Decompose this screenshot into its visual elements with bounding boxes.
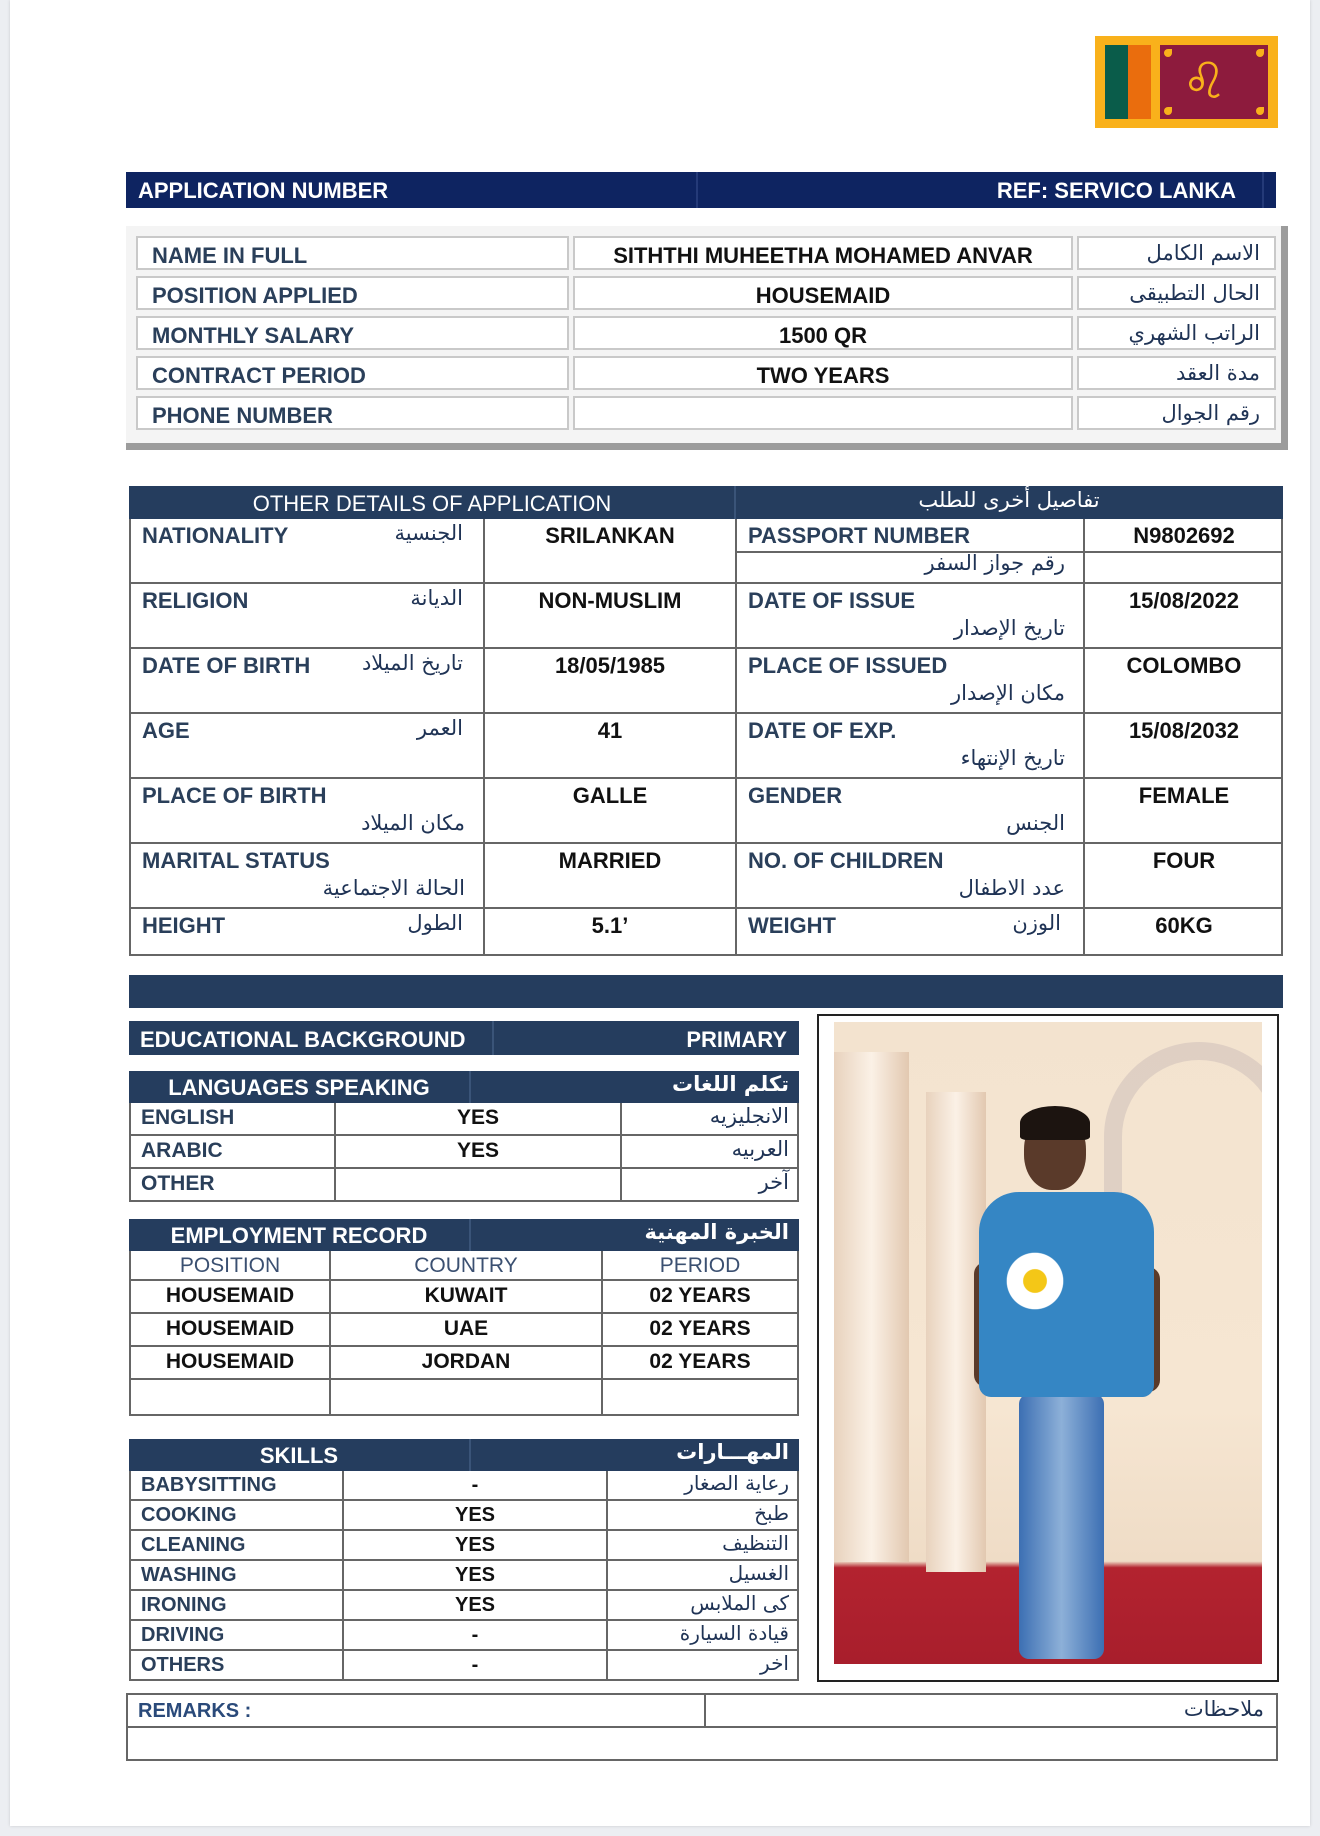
column-header-row xyxy=(131,1251,797,1281)
field-label: PLACE OF ISSUED xyxy=(748,653,948,678)
table-row xyxy=(131,909,1281,956)
skill-name-arabic: طبخ xyxy=(754,1501,789,1525)
remarks-label: REMARKS : xyxy=(138,1700,252,1722)
language-name-arabic: آخر xyxy=(758,1170,789,1194)
table-row xyxy=(131,1651,797,1681)
skills-title: SKILLS xyxy=(259,1443,339,1468)
daisy-print-icon xyxy=(1006,1252,1064,1310)
table-row xyxy=(131,584,1281,649)
field-label-arabic: الحالة الاجتماعية xyxy=(322,876,465,900)
language-name-arabic: العربيه xyxy=(731,1137,789,1161)
language-value: YES xyxy=(336,1136,622,1167)
application-header-bar xyxy=(126,172,1276,208)
person-hair xyxy=(1020,1106,1090,1140)
skill-name-arabic: الغسيل xyxy=(728,1561,789,1585)
other-details-footer-bar xyxy=(129,975,1283,1008)
application-number-label: APPLICATION NUMBER xyxy=(138,178,389,203)
employment-period: 02 YEARS xyxy=(649,1317,751,1340)
field-label-arabic: مكان الإصدار xyxy=(951,681,1065,705)
skill-value: YES xyxy=(344,1531,608,1559)
table-row xyxy=(131,1281,797,1314)
languages-table xyxy=(129,1071,799,1202)
table-row xyxy=(131,1561,797,1591)
field-label: PASSPORT NUMBER xyxy=(748,523,971,548)
language-value: YES xyxy=(336,1103,622,1134)
language-name: ARABIC xyxy=(131,1136,336,1167)
basic-row-position xyxy=(136,276,1276,312)
table-row xyxy=(131,844,1281,909)
person-legs xyxy=(1019,1394,1104,1659)
employment-position: HOUSEMAID xyxy=(131,1281,331,1312)
employment-header xyxy=(129,1219,799,1251)
employment-period: 02 YEARS xyxy=(649,1284,751,1307)
languages-title-arabic: تكلم اللغات xyxy=(672,1072,789,1096)
remarks-box xyxy=(126,1693,1278,1761)
field-label-arabic: تاريخ الإنتهاء xyxy=(960,746,1065,770)
skill-name-arabic: كى الملابس xyxy=(690,1591,789,1615)
other-details-header xyxy=(129,486,1283,519)
place-of-issue-value: COLOMBO xyxy=(1126,653,1242,678)
nationality-value: SRILANKAN xyxy=(485,519,737,582)
religion-value: NON-MUSLIM xyxy=(485,584,737,647)
row-label-arabic: الاسم الكامل xyxy=(1077,236,1276,270)
language-value xyxy=(336,1169,622,1200)
table-row xyxy=(131,649,1281,714)
basic-row-contract xyxy=(136,356,1276,392)
employment-table xyxy=(129,1219,799,1416)
field-label-arabic: مكان الميلاد xyxy=(361,811,465,835)
employment-position xyxy=(131,1380,331,1414)
bo-leaf-icon xyxy=(1256,107,1264,115)
applicant-photo xyxy=(834,1022,1262,1664)
employment-title-arabic: الخبرة المهنية xyxy=(644,1220,789,1244)
table-row xyxy=(131,519,1281,584)
field-label: DATE OF ISSUE xyxy=(748,588,916,613)
skills-header xyxy=(129,1439,799,1471)
header-divider xyxy=(696,172,698,208)
height-value: 5.1’ xyxy=(485,909,737,954)
table-row xyxy=(131,1136,797,1169)
bo-leaf-icon xyxy=(1164,49,1172,57)
reference-label: REF: SERVICO LANKA xyxy=(996,178,1236,203)
employment-country: UAE xyxy=(331,1314,603,1345)
column-header-country: COUNTRY xyxy=(331,1251,603,1279)
row-label: CONTRACT PERIOD xyxy=(136,356,569,390)
table-row xyxy=(131,714,1281,779)
full-name-value: SITHTHI MUHEETHA MOHAMED ANVAR xyxy=(573,236,1073,270)
field-label: WEIGHT xyxy=(748,913,836,938)
date-of-birth-value: 18/05/1985 xyxy=(485,649,737,712)
skill-name: BABYSITTING xyxy=(131,1471,344,1499)
date-of-expiry-value: 15/08/2032 xyxy=(1128,718,1240,743)
row-label-arabic: مدة العقد xyxy=(1077,356,1276,390)
employment-country: KUWAIT xyxy=(331,1281,603,1312)
skills-title-arabic: المهـــارات xyxy=(676,1440,789,1464)
skill-name-arabic: اخر xyxy=(760,1651,789,1675)
employment-country xyxy=(331,1380,603,1414)
employment-period: 02 YEARS xyxy=(649,1350,751,1373)
table-row xyxy=(131,1591,797,1621)
employment-country: JORDAN xyxy=(331,1347,603,1378)
skill-value: YES xyxy=(344,1591,608,1619)
field-label-arabic: الجنسية xyxy=(394,521,463,545)
employment-period xyxy=(603,1380,797,1414)
table-row xyxy=(131,1621,797,1651)
field-label: GENDER xyxy=(748,783,843,808)
table-row xyxy=(131,1314,797,1347)
row-label: POSITION APPLIED xyxy=(136,276,569,310)
table-row xyxy=(131,1103,797,1136)
skill-name-arabic: رعاية الصغار xyxy=(684,1471,789,1495)
application-page xyxy=(10,0,1310,1826)
skill-name-arabic: التنظيف xyxy=(722,1531,789,1555)
skills-body xyxy=(129,1471,799,1681)
languages-body xyxy=(129,1103,799,1202)
field-label: HEIGHT xyxy=(142,913,226,938)
other-details-title: OTHER DETAILS OF APPLICATION xyxy=(252,491,612,516)
field-label: NO. OF CHILDREN xyxy=(748,848,944,873)
basic-row-salary xyxy=(136,316,1276,352)
skill-name-arabic: قيادة السيارة xyxy=(679,1621,789,1645)
basic-row-phone xyxy=(136,396,1276,432)
row-label-arabic: الراتب الشهري xyxy=(1077,316,1276,350)
field-label-arabic: تاريخ الميلاد xyxy=(361,651,463,675)
place-of-birth-value: GALLE xyxy=(485,779,737,842)
skill-name: WASHING xyxy=(131,1561,344,1589)
row-label-arabic: الحال التطبيقى xyxy=(1077,276,1276,310)
basic-row-name xyxy=(136,236,1276,272)
languages-title: LANGUAGES SPEAKING xyxy=(168,1075,430,1100)
sri-lanka-flag-icon xyxy=(1095,36,1278,128)
header-divider xyxy=(492,1021,494,1055)
age-value: 41 xyxy=(485,714,737,777)
employment-position: HOUSEMAID xyxy=(131,1314,331,1345)
skill-value: YES xyxy=(344,1561,608,1589)
skill-name: CLEANING xyxy=(131,1531,344,1559)
column-header-position: POSITION xyxy=(131,1251,331,1279)
contract-value: TWO YEARS xyxy=(573,356,1073,390)
children-value: FOUR xyxy=(1152,848,1216,873)
field-label: PLACE OF BIRTH xyxy=(142,783,327,808)
employment-body xyxy=(129,1251,799,1416)
skill-value: - xyxy=(344,1471,608,1499)
weight-value: 60KG xyxy=(1155,913,1213,938)
field-label-arabic: الوزن xyxy=(1012,911,1061,935)
table-row xyxy=(131,779,1281,844)
row-label: MONTHLY SALARY xyxy=(136,316,569,350)
row-label-arabic: رقم الجوال xyxy=(1077,396,1276,430)
field-label: NATIONALITY xyxy=(142,523,289,548)
remarks-header-row xyxy=(128,1695,1276,1728)
table-row xyxy=(131,1501,797,1531)
gender-value: FEMALE xyxy=(1138,783,1230,808)
row-label: PHONE NUMBER xyxy=(136,396,569,430)
skill-name: IRONING xyxy=(131,1591,344,1619)
phone-value xyxy=(573,396,1073,430)
field-label-arabic: العمر xyxy=(416,716,463,740)
flag-green-stripe xyxy=(1105,45,1128,119)
skill-name: DRIVING xyxy=(131,1621,344,1649)
date-of-issue-value: 15/08/2022 xyxy=(1128,588,1240,613)
header-divider xyxy=(469,1071,471,1103)
skill-name: OTHERS xyxy=(131,1651,344,1679)
flag-orange-stripe xyxy=(1128,45,1151,119)
field-label: AGE xyxy=(142,718,190,743)
language-name-arabic: الانجليزيه xyxy=(709,1104,789,1128)
header-divider xyxy=(1262,172,1264,208)
other-details-grid xyxy=(129,519,1283,956)
salary-value: 1500 QR xyxy=(573,316,1073,350)
field-label-arabic: الجنس xyxy=(1006,811,1065,835)
field-label: RELIGION xyxy=(142,588,249,613)
languages-header xyxy=(129,1071,799,1103)
bo-leaf-icon xyxy=(1256,49,1264,57)
field-label: MARITAL STATUS xyxy=(142,848,330,873)
skill-value: - xyxy=(344,1651,608,1679)
education-bar xyxy=(129,1021,799,1055)
employment-title: EMPLOYMENT RECORD xyxy=(170,1223,428,1248)
table-row xyxy=(131,1380,797,1416)
background-pillar xyxy=(834,1052,909,1562)
marital-status-value: MARRIED xyxy=(485,844,737,907)
basic-info-table xyxy=(126,226,1288,450)
field-label-arabic: تاريخ الإصدار xyxy=(953,616,1065,640)
field-label-arabic: الطول xyxy=(407,911,463,935)
field-label: DATE OF BIRTH xyxy=(142,653,311,678)
header-divider xyxy=(469,1219,471,1251)
header-divider xyxy=(469,1439,471,1471)
field-label-arabic: الديانة xyxy=(410,586,463,610)
table-row xyxy=(131,1471,797,1501)
remarks-label-arabic: ملاحظات xyxy=(1183,1697,1264,1721)
flag-maroon-field xyxy=(1160,45,1268,119)
skills-table xyxy=(129,1439,799,1681)
skill-value: YES xyxy=(344,1501,608,1529)
other-details-title-arabic: تفاصيل أخرى للطلب xyxy=(735,488,1283,553)
education-value: PRIMARY xyxy=(686,1027,787,1052)
position-value: HOUSEMAID xyxy=(573,276,1073,310)
field-label: DATE OF EXP. xyxy=(748,718,897,743)
table-row xyxy=(131,1347,797,1380)
language-name: OTHER xyxy=(131,1169,336,1200)
skill-value: - xyxy=(344,1621,608,1649)
column-header-period: PERIOD xyxy=(659,1254,741,1277)
skill-name: COOKING xyxy=(131,1501,344,1529)
applicant-photo-frame xyxy=(817,1014,1279,1682)
language-name: ENGLISH xyxy=(131,1103,336,1134)
row-label: NAME IN FULL xyxy=(136,236,569,270)
employment-position: HOUSEMAID xyxy=(131,1347,331,1378)
table-row xyxy=(131,1169,797,1202)
bo-leaf-icon xyxy=(1164,107,1172,115)
remarks-divider xyxy=(704,1695,706,1728)
field-label-arabic: رقم جواز السفر xyxy=(924,551,1065,575)
field-label-arabic: عدد الاطفال xyxy=(958,876,1065,900)
passport-number-value: N9802692 xyxy=(1133,523,1235,548)
lion-icon: ♌ xyxy=(1182,53,1227,109)
person-shirt xyxy=(979,1192,1154,1397)
education-label: EDUCATIONAL BACKGROUND xyxy=(140,1027,466,1052)
table-row xyxy=(131,1531,797,1561)
